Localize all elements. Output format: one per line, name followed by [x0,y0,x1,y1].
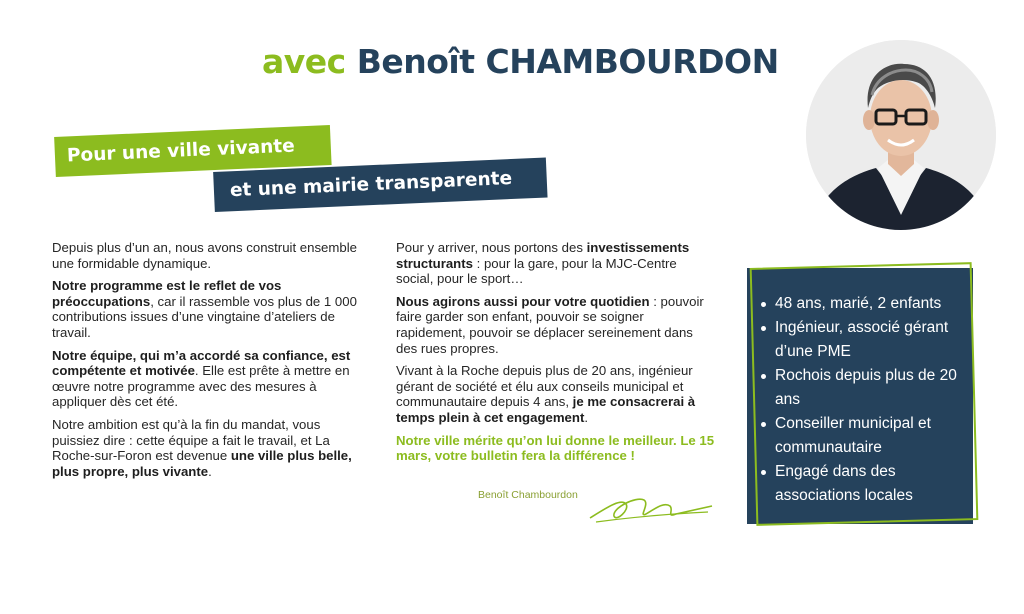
signature-name: Benoît Chambourdon [478,489,578,501]
paragraph-bold: investissements structurants [396,240,690,271]
paragraph [396,240,716,287]
bio-item: 48 ans, marié, 2 enfants [759,292,963,316]
paragraph-bold: une ville plus belle, plus propre, plus vivante [52,448,352,479]
paragraph [52,417,362,479]
bio-item: Rochois depuis plus de 20 ans [759,364,963,412]
paragraph-text: , car il rassemble vos plus de 1 000 contributions issues d’une vingtaine d’ateliers de travail. [52,293,357,340]
portrait-illustration [806,40,996,230]
paragraph-text: . [584,409,589,425]
bio-box-frame [750,262,979,526]
slogan-banner-line1: Pour une ville vivante [54,125,331,177]
paragraph-text: : pouvoir faire garder son enfant, pouvoir se soigner rapidement, pouvoir se déplacer sereinement dans des rues propres. [396,293,704,356]
handwritten-signature [586,488,716,528]
text-column-middle [396,240,716,471]
bio-item: Engagé dans des associations locales [759,460,963,508]
bio-item: Conseiller municipal et communautaire [759,412,963,460]
closing-statement: Notre ville mérite qu’on lui donne le meilleur. Le 15 mars, votre bulletin fera la différence ! [396,432,715,464]
paragraph: Depuis plus d’un an, nous avons construit ensemble une formidable dynamique. [52,240,357,271]
paragraph-text: . [208,463,212,479]
paragraph [52,278,362,340]
paragraph [396,363,716,425]
paragraph-bold: Nous agirons aussi pour votre quotidien [396,293,650,309]
paragraph-bold: Notre programme est le reflet de vos préoccupations [52,278,282,309]
paragraph-bold: Notre équipe, qui m’a accordé sa confiance, est compétente et motivée [52,347,351,379]
paragraph-text: . Elle est prête à mettre en œuvre notre programme avec des mesures à appliquer dès cet été. [52,363,350,410]
paragraph-bold: je me consacrerai à temps plein à cet engagement [396,394,696,425]
text-column-left [52,240,362,486]
page-title [262,42,802,81]
paragraph-text: : pour la gare, pour la MJC-Centre social, pour le sport… [396,255,677,287]
paragraph-text: Pour y arriver, nous portons des [396,240,587,255]
candidate-portrait [806,40,996,230]
paragraph-text: Vivant à la Roche depuis plus de 20 ans, ingénieur gérant de société et élu aux conseils municipal et communautaire depuis 4 ans, [396,363,693,410]
bio-item: Ingénieur, associé gérant d’une PME [759,316,963,364]
slogan-banner-line2: et une mairie transparente [213,157,547,211]
paragraph [52,348,362,410]
title-candidate-name: Benoît CHAMBOURDON [356,42,779,81]
paragraph-text: Notre ambition est qu’à la fin du mandat, vous puissiez dire : cette équipe a fait le travail, et La Roche-sur-Foron est devenue [52,416,330,464]
title-avec: avec [262,42,346,81]
paragraph [396,294,716,356]
